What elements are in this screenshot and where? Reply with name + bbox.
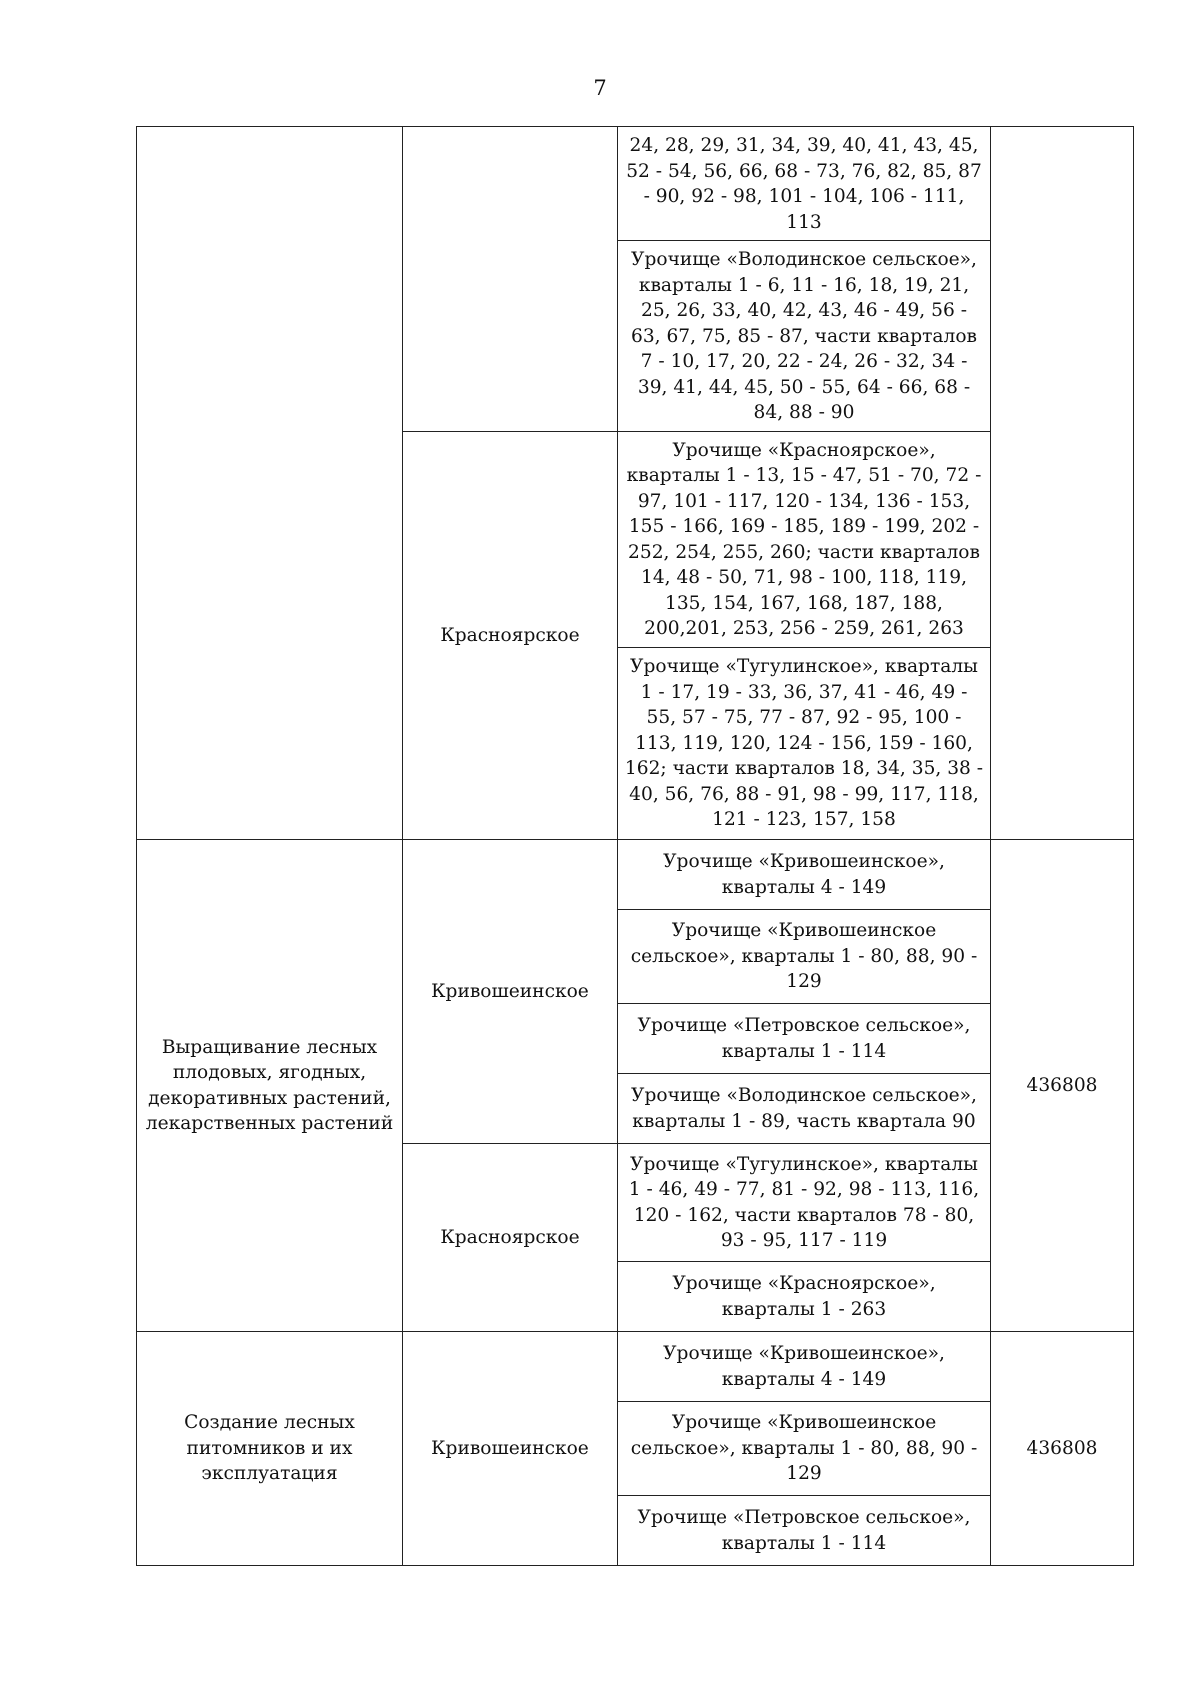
forest-use-table (136, 126, 1134, 1566)
page-number: 7 (593, 76, 607, 100)
table-row (137, 127, 1134, 241)
forestry-cell: Кривошеинское (403, 839, 618, 1143)
activity-type-cell: Выращивание лесных плодовых, ягодных, декоративных растений, лекарственных растений (137, 839, 403, 1331)
location-cell: Урочище «Красноярское», кварталы 1 - 263 (618, 1261, 991, 1331)
location-cell: Урочище «Володинское сельское», кварталы 1 - 89, часть квартала 90 (618, 1073, 991, 1143)
table-row (137, 839, 1134, 909)
location-cell: Урочище «Петровское сельское», кварталы 1 - 114 (618, 1003, 991, 1073)
location-cell: Урочище «Кривошеинское сельское», кварталы 1 - 80, 88, 90 - 129 (618, 909, 991, 1003)
forestry-cell: Красноярское (403, 431, 618, 839)
location-cell: Урочище «Кривошеинское», кварталы 4 - 149 (618, 839, 991, 909)
location-cell: 24, 28, 29, 31, 34, 39, 40, 41, 43, 45, 52 - 54, 56, 66, 68 - 73, 76, 82, 85, 87 - 90, 92 - 98, 101 - 104, 106 - 111, 113 (618, 127, 991, 241)
location-cell: Урочище «Тугулинское», кварталы 1 - 46, 49 - 77, 81 - 92, 98 - 113, 116, 120 - 162, части кварталов 78 - 80, 93 - 95, 117 - 119 (618, 1143, 991, 1261)
table-row (137, 1331, 1134, 1401)
forestry-cell: Кривошеинское (403, 1331, 618, 1565)
area-cell: 436808 (991, 839, 1134, 1331)
location-cell: Урочище «Тугулинское», кварталы 1 - 17, 19 - 33, 36, 37, 41 - 46, 49 - 55, 57 - 75, 77 - 87, 92 - 95, 100 - 113, 119, 120, 124 - 156, 159 - 160, 162; части кварталов 18, 34, 35, 38 - 40, 56, 76, 88 - 91, 98 - 99, 117, 118, 121 - 123, 157, 158 (618, 647, 991, 839)
area-cell: 436808 (991, 1331, 1134, 1565)
location-cell: Урочище «Кривошеинское», кварталы 4 - 149 (618, 1331, 991, 1401)
activity-type-cell: Создание лесных питомников и их эксплуатация (137, 1331, 403, 1565)
forestry-cell (403, 127, 618, 432)
area-cell (991, 127, 1134, 840)
location-cell: Урочище «Кривошеинское сельское», кварталы 1 - 80, 88, 90 - 129 (618, 1401, 991, 1495)
forestry-cell: Красноярское (403, 1143, 618, 1331)
location-cell: Урочище «Петровское сельское», кварталы 1 - 114 (618, 1495, 991, 1565)
location-cell: Урочище «Володинское сельское», кварталы 1 - 6, 11 - 16, 18, 19, 21, 25, 26, 33, 40, 42, 43, 46 - 49, 56 - 63, 67, 75, 85 - 87, части кварталов 7 - 10, 17, 20, 22 - 24, 26 - 32, 34 - 39, 41, 44, 45, 50 - 55, 64 - 66, 68 - 84, 88 - 90 (618, 241, 991, 432)
location-cell: Урочище «Красноярское», кварталы 1 - 13, 15 - 47, 51 - 70, 72 - 97, 101 - 117, 120 - 134, 136 - 153, 155 - 166, 169 - 185, 189 - 199, 202 - 252, 254, 255, 260; части кварталов 14, 48 - 50, 71, 98 - 100, 118, 119, 135, 154, 167, 168, 187, 188, 200,201, 253, 256 - 259, 261, 263 (618, 431, 991, 647)
activity-type-cell (137, 127, 403, 840)
